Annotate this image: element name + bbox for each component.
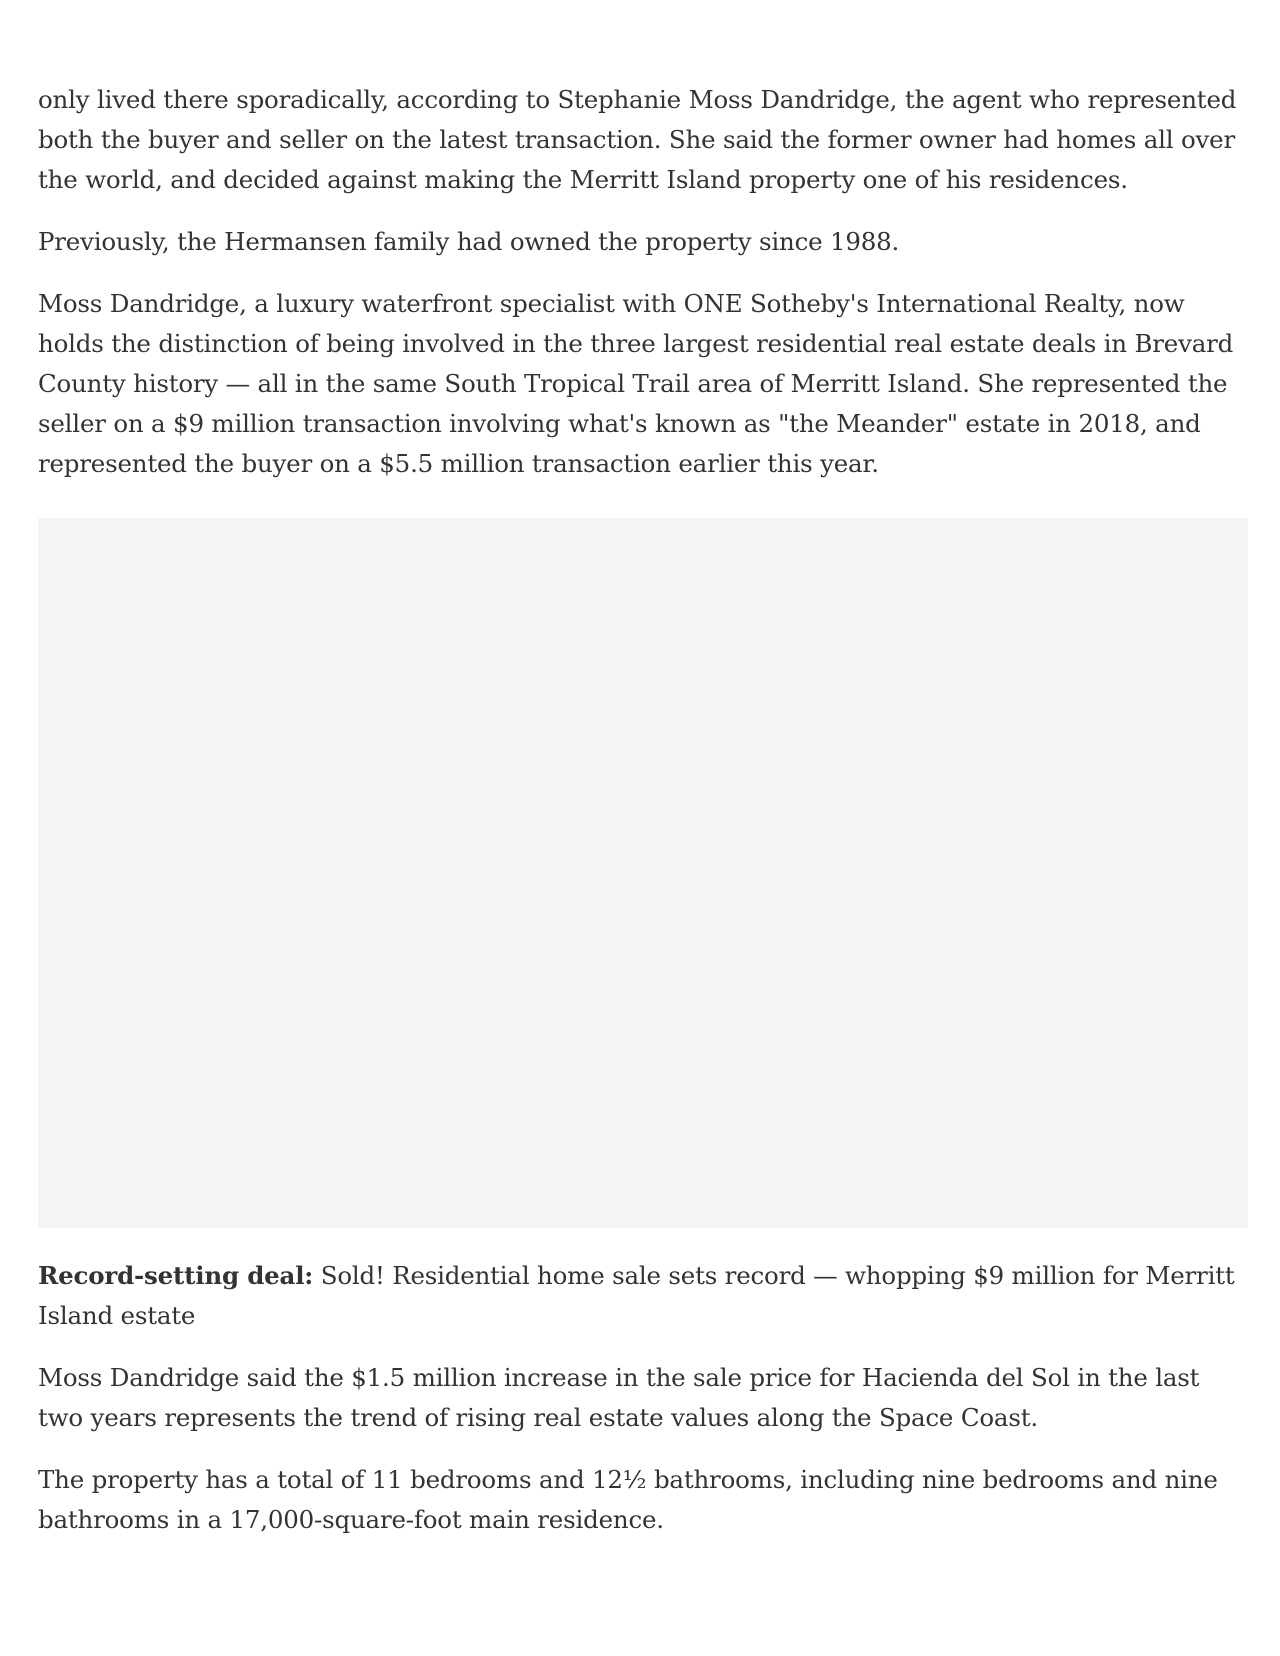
- related-story[interactable]: [38, 1256, 1248, 1336]
- related-story-link[interactable]: Sold! Residential home sale sets record — whopping $9 million for Merritt Island estate: [38, 1261, 1235, 1330]
- article-paragraph: The property has a total of 11 bedrooms and 12½ bathrooms, including nine bedrooms and nine bathrooms in a 17,000-square-foot main residence.: [38, 1465, 1218, 1534]
- article-paragraph: Moss Dandridge, a luxury waterfront specialist with ONE Sotheby's International Realty, now holds the distinction of being involved in the three largest residential real estate deals in Brevard County history — all in the same South Tropical Trail area of Merritt Island. She represented the seller on a $9 million transaction involving what's known as "the Meander" estate in 2018, and represented the buyer on a $5.5 million transaction earlier this year.: [38, 289, 1234, 478]
- article-paragraph: Previously, the Hermansen family had owned the property since 1988.: [38, 227, 900, 256]
- embedded-media-placeholder: [38, 518, 1248, 1228]
- article-body: [38, 80, 1248, 1562]
- related-story-label: Record-setting deal:: [38, 1261, 314, 1290]
- article-paragraph: only lived there sporadically, according to Stephanie Moss Dandridge, the agent who represented both the buyer and seller on the latest transaction. She said the former owner had homes all over the world, and decided against making the Merritt Island property one of his residences.: [38, 85, 1237, 194]
- article-paragraph: Moss Dandridge said the $1.5 million increase in the sale price for Hacienda del Sol in the last two years represents the trend of rising real estate values along the Space Coast.: [38, 1363, 1200, 1432]
